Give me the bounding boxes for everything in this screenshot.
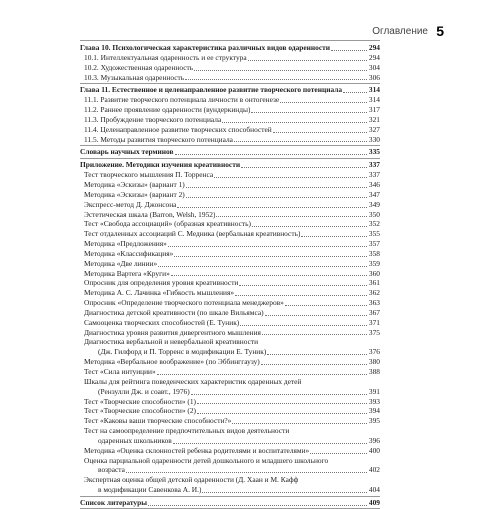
toc-item[interactable]: 10.1. Интеллектуальная одаренность и ее структура 294 xyxy=(84,52,380,62)
toc-item[interactable]: Тест «Творческие способности» (2) 394 xyxy=(84,406,380,416)
toc-item[interactable]: Диагностика уровня развития дивергентного мышления 375 xyxy=(84,327,380,337)
toc-item-line1: Оценка парциальной одаренности детей дошкольного и младшего школьного xyxy=(84,455,329,465)
toc-item[interactable]: Методика «Эскизы» (вариант 2) 347 xyxy=(84,189,380,199)
toc-item[interactable]: одаренных школьников 396 xyxy=(98,435,380,445)
toc-item[interactable]: Тест «Сила интуиции» 388 xyxy=(84,367,380,376)
toc-item[interactable]: Тест отдаленных ассоциаций С. Медника (вербальная креативность) 355 xyxy=(84,229,380,239)
references-entry[interactable]: Список литературы 409 xyxy=(80,497,380,507)
header-page-number: 5 xyxy=(436,23,444,39)
toc-item-line1: Тест на самоопределение предпочтительных видов деятельности xyxy=(84,426,290,436)
toc-item[interactable]: 11.2. Раннее проявление одаренности (вундеркинды) 317 xyxy=(84,105,380,115)
toc-item[interactable]: Методика «Вербальное воображение» (по Эббинггаузу) 380 xyxy=(84,357,380,367)
toc-item[interactable]: Методика А. С. Лачинка «Гибкость мышления» 362 xyxy=(84,288,380,298)
toc-item[interactable]: 11.5. Методы развития творческого потенциала 330 xyxy=(84,134,380,144)
toc-item[interactable]: Тест «Каковы ваши творческие способности?» 395 xyxy=(84,416,380,426)
toc-item[interactable]: Диагностика детской креативности (по шкале Вильямса) 367 xyxy=(84,307,380,317)
toc-item[interactable]: (Рензулли Дж. и соавт., 1976) 391 xyxy=(98,386,380,396)
toc-item[interactable]: в модификации Савенкова А. И.) 404 xyxy=(98,485,380,495)
toc-item[interactable]: 10.3. Музыкальная одаренность 306 xyxy=(84,72,380,82)
table-of-contents xyxy=(80,40,380,509)
toc-item[interactable]: 11.3. Пробуждение творческого потенциала 321 xyxy=(84,114,380,124)
toc-item[interactable]: Методика «Две линии» 359 xyxy=(84,258,380,268)
appendix-entry[interactable]: Приложение. Методики изучения креативности 337 xyxy=(80,160,380,170)
toc-item[interactable]: Опросник «Определение творческого потенциала менеджеров» 363 xyxy=(84,298,380,308)
toc-item[interactable]: (Дж. Гилфорд и П. Торренс в модификации Е. Туник) 376 xyxy=(98,347,380,357)
toc-item[interactable]: Тест «Свобода ассоциаций» (образная креативность) 352 xyxy=(84,219,380,229)
toc-item[interactable]: 11.4. Целенаправленное развитие творческих способностей 327 xyxy=(84,124,380,134)
toc-item-line1: Экспертная оценка общей детской одаренности (Д. Хаан и М. Кафф xyxy=(84,475,299,485)
page-header xyxy=(0,0,500,40)
toc-item-line1: Шкалы для рейтинга поведенческих характеристик одаренных детей xyxy=(84,376,302,386)
toc-item[interactable]: 11.1. Развитие творческого потенциала личности в онтогенезе 314 xyxy=(84,95,380,105)
header-title: Оглавление xyxy=(372,26,428,37)
chapter-11-entry[interactable]: Глава 11. Естественное и целенаправленное развитие творческого потенциала 314 xyxy=(80,85,380,95)
toc-item[interactable]: Методика «Оценка склонностей ребенка родителями и воспитателями» 400 xyxy=(84,445,380,455)
toc-item[interactable]: Методика «Эскизы» (вариант 1) 346 xyxy=(84,179,380,189)
chapter-10-entry[interactable]: Глава 10. Психологическая характеристика различных видов одаренности 294 xyxy=(80,43,380,52)
toc-item[interactable]: Опросник для определения уровня креативности 361 xyxy=(84,278,380,288)
toc-item[interactable]: 10.2. Художественная одаренность 304 xyxy=(84,62,380,72)
toc-item[interactable]: Экспресс-метод Д. Джонсона 349 xyxy=(84,199,380,209)
toc-item[interactable]: Методика «Предложения» 357 xyxy=(84,239,380,249)
toc-item-line1: Диагностика вербальной и невербальной креативности xyxy=(84,337,259,347)
toc-item[interactable]: Методика «Классификация» 358 xyxy=(84,248,380,258)
toc-item[interactable]: Самооценка творческих способностей (Е. Туник) 371 xyxy=(84,317,380,327)
top-rule xyxy=(80,40,380,41)
toc-item[interactable]: возраста 402 xyxy=(98,465,380,475)
glossary-entry[interactable]: Словарь научных терминов 335 xyxy=(80,147,380,157)
toc-item[interactable]: Эстетическая шкала (Barron, Welsh, 1952) 350 xyxy=(84,209,380,219)
toc-item[interactable]: Тест «Творческие способности» (1) 393 xyxy=(84,396,380,406)
toc-item[interactable]: Методика Вартега «Круги» 360 xyxy=(84,268,380,278)
toc-item[interactable]: Тест творческого мышления П. Торренса 337 xyxy=(84,170,380,180)
